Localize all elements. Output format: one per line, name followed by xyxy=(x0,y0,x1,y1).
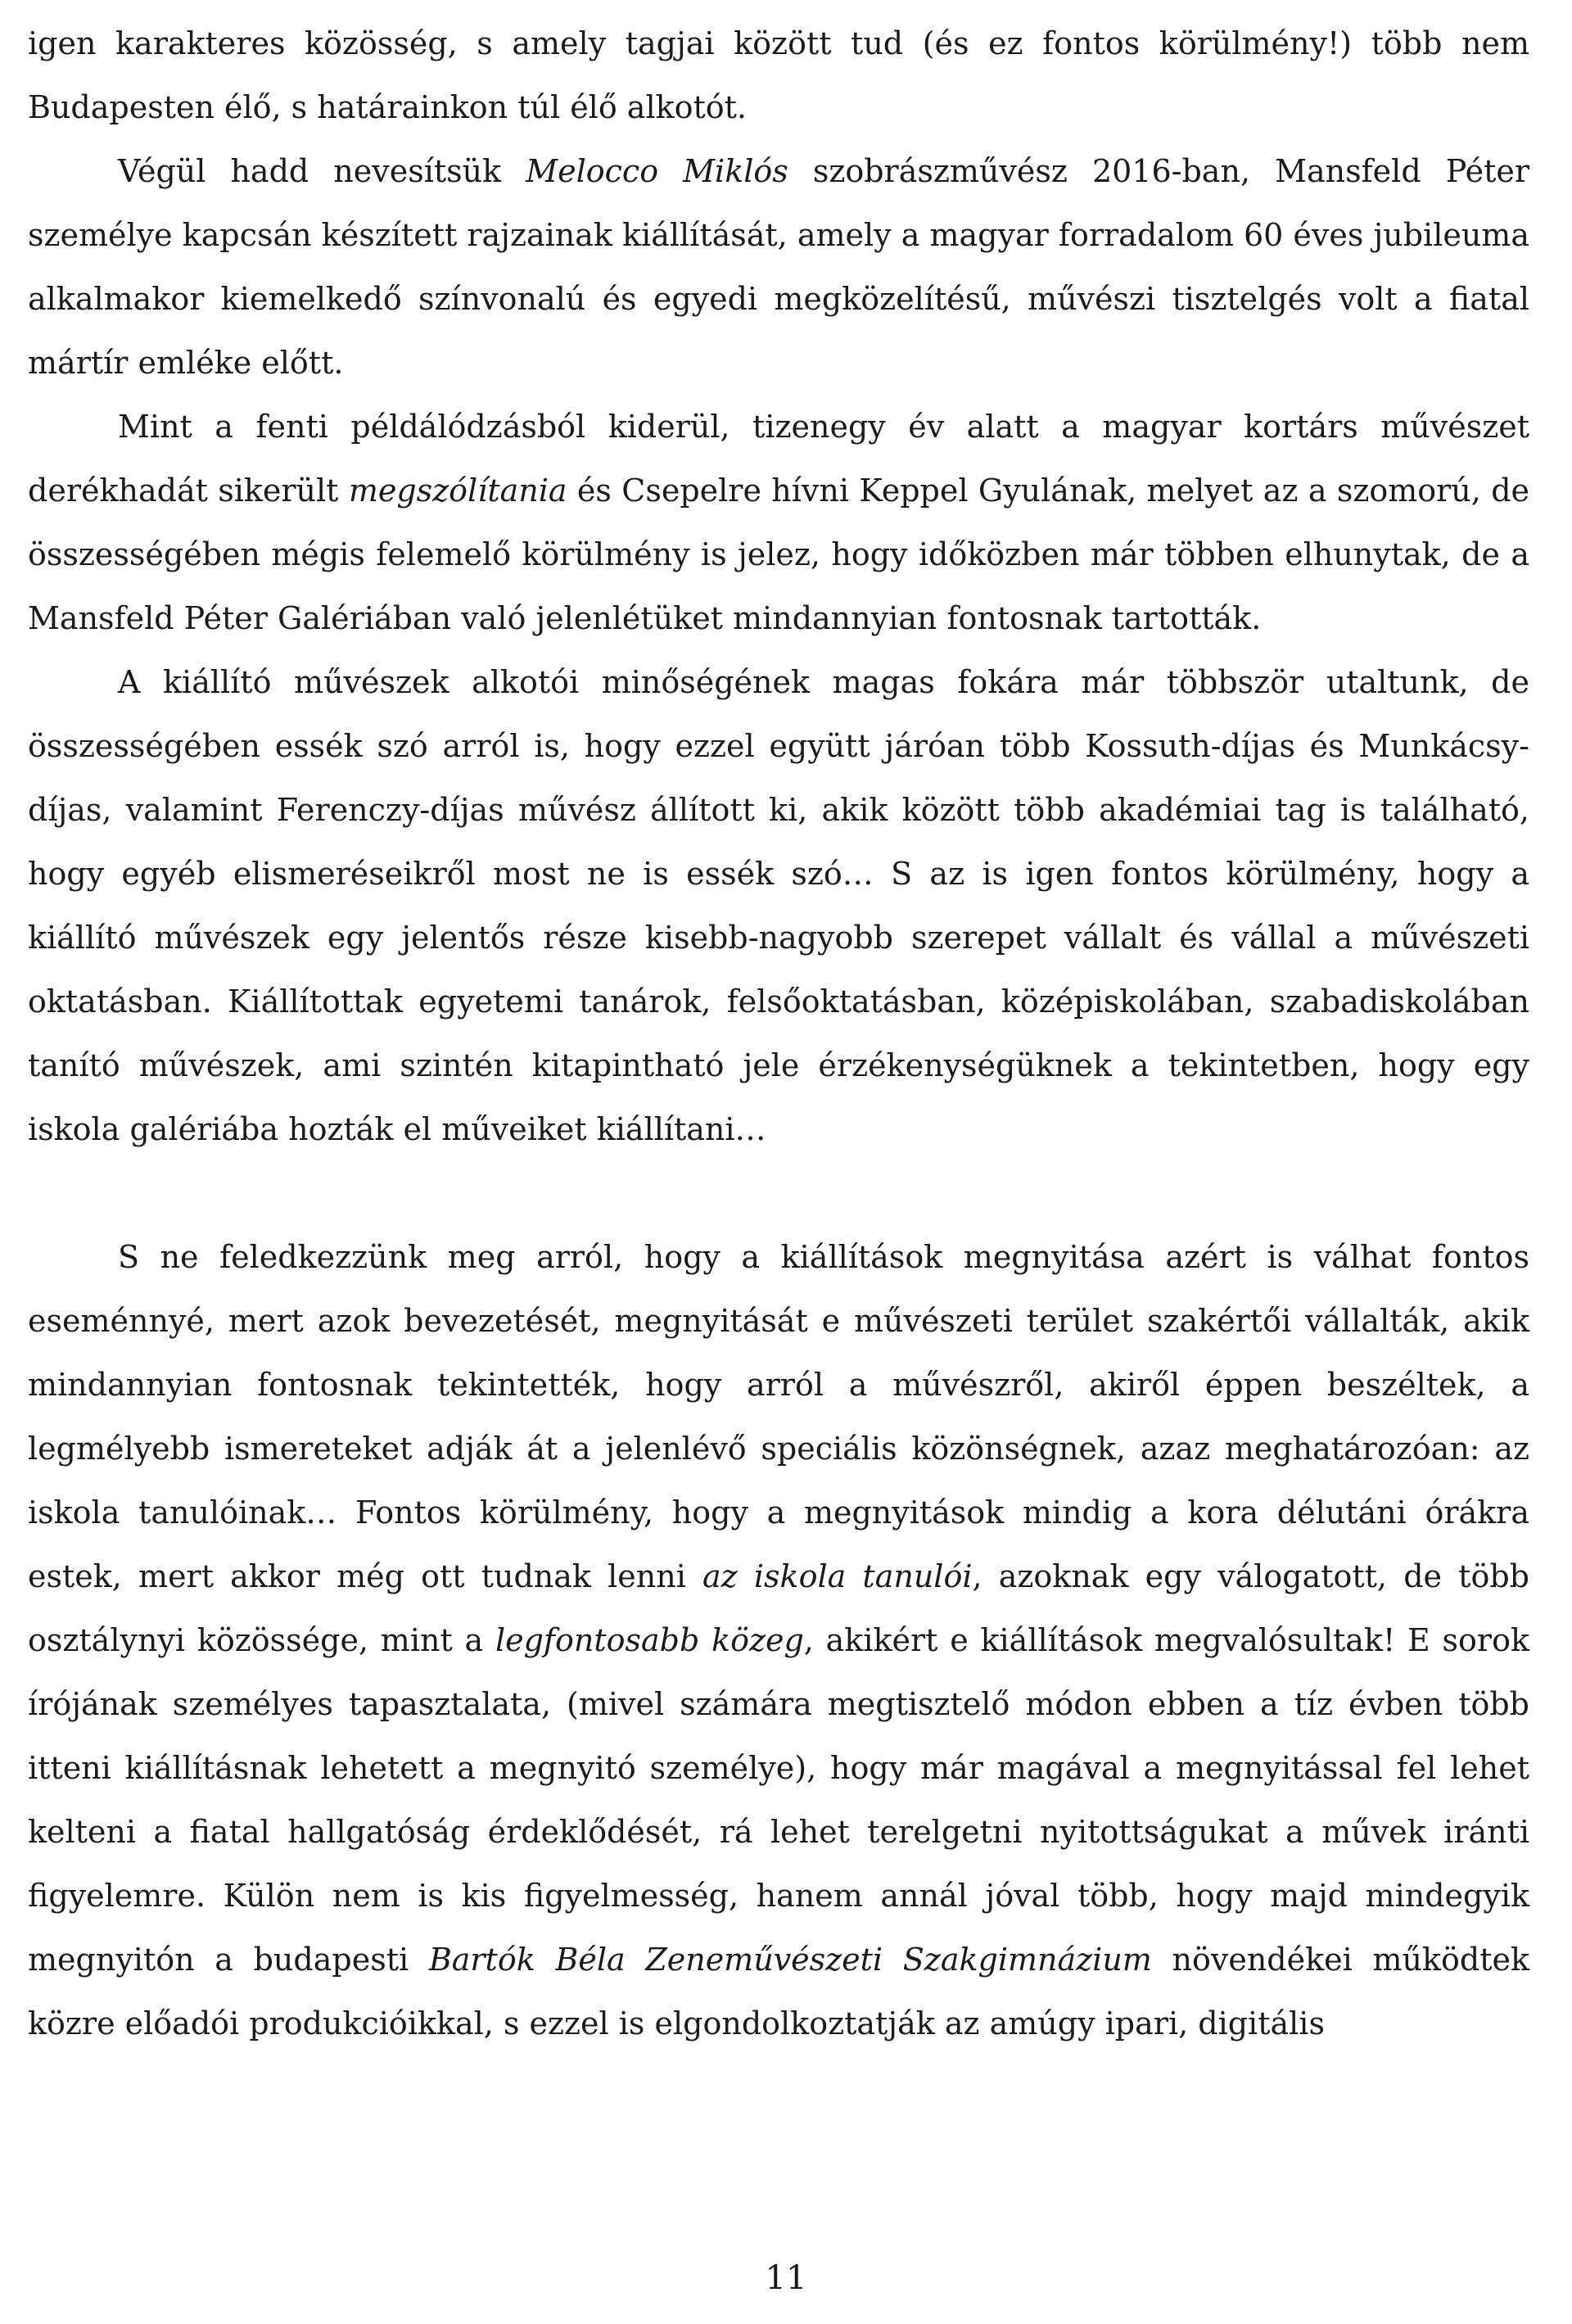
text-segment: , azoknak egy válogatott, de több osztálynyi közössége, mint a xyxy=(28,1558,1529,1658)
text-segment: igen karakteres közösség, s amely tagjai között tud (és ez fontos körülmény!) több nem Budapesten élő, s határainkon túl élő alkotót. xyxy=(28,25,1529,125)
text-segment: és Csepelre hívni Keppel Gyulának, melyet az a szomorú, de összességében mégis felemelő körülmény is jelez, hogy időközben már többen elhunytak, de a Mansfeld Péter Galériában való jelenlétüket mindannyian fontosnak tartották. xyxy=(28,472,1530,636)
italic-name: Melocco Miklós xyxy=(526,153,788,189)
italic-word: megszólítania xyxy=(348,472,567,509)
text-segment: A kiállító művészek alkotói minőségének magas fokára már többször utaltunk, de összességében essék szó arról is, hogy ezzel együtt járóan több Kossuth-díjas és Munkácsy-díjas, valamint Ferenczy-díjas művész állított ki, akik között több akadémiai tag is található, hogy egyéb elismeréseikről most ne is essék szó… S az is igen fontos körülmény, hogy a kiállító művészek egy jelentős része kisebb-nagyobb szerepet vállalt és vállal a művészeti oktatásban. Kiállítottak egyetemi tanárok, felsőoktatásban, középiskolában, szabadiskolában tanító művészek, ami szintén kitapintható jele érzékenységüknek a tekintetben, hogy egy iskola galériába hozták el műveiket kiállítani… xyxy=(28,664,1529,1147)
text-segment: növendékei működtek közre előadói produkcióikkal, s ezzel is elgondolkoztatják az amúgy ipari, digitális xyxy=(28,1942,1529,2041)
paragraph-4 xyxy=(28,650,1529,1161)
text-segment: szobrászművész 2016-ban, Mansfeld Péter személye kapcsán készített rajzainak kiállítását, amely a magyar forradalom 60 éves jubileuma alkalmakor kiemelkedő színvonalú és egyedi megközelítésű, művészi tisztelgés volt a fiatal mártír emléke előtt. xyxy=(28,153,1529,381)
italic-phrase: legfontosabb közeg xyxy=(495,1622,804,1658)
italic-phrase: az iskola tanulói xyxy=(702,1558,973,1594)
text-segment: Végül hadd nevesítsük xyxy=(118,153,526,189)
text-segment: , akikért e kiállítások megvalósultak! E sorok írójának személyes tapasztalata, (mivel számára megtisztelő módon ebben a tíz évben több itteni kiállításnak lehetett a megnyitó személye), hogy már magával a megnyitással fel lehet kelteni a fiatal hallgatóság érdeklődését, rá lehet terelgetni nyitottságukat a művek iránti figyelemre. Külön nem is kis figyelmesség, hanem annál jóval több, hogy majd mindegyik megnyitón a budapesti xyxy=(28,1622,1529,1978)
paragraph-1 xyxy=(28,11,1529,139)
page-number: 11 xyxy=(765,2259,807,2297)
text-segment: Mint a fenti példálódzásból kiderül, tizenegy év alatt a magyar kortárs művészet derékhadát sikerült xyxy=(28,409,1529,509)
paragraph-3 xyxy=(28,395,1529,650)
page-body xyxy=(28,11,1529,2055)
italic-school-name: Bartók Béla Zeneművészeti Szakgimnázium xyxy=(428,1942,1152,1978)
paragraph-5 xyxy=(28,1225,1529,2055)
paragraph-2 xyxy=(28,139,1529,395)
text-segment: S ne feledkezzünk meg arról, hogy a kiállítások megnyitása azért is válhat fontos eseménnyé, mert azok bevezetését, megnyitását e művészeti terület szakértői vállalták, akik mindannyian fontosnak tekintették, hogy arról a művészről, akiről éppen beszéltek, a legmélyebb ismereteket adják át a jelenlévő speciális közönségnek, azaz meghatározóan: az iskola tanulóinak… Fontos körülmény, hogy a megnyitások mindig a kora délutáni órákra estek, mert akkor még ott tudnak lenni xyxy=(28,1239,1529,1594)
